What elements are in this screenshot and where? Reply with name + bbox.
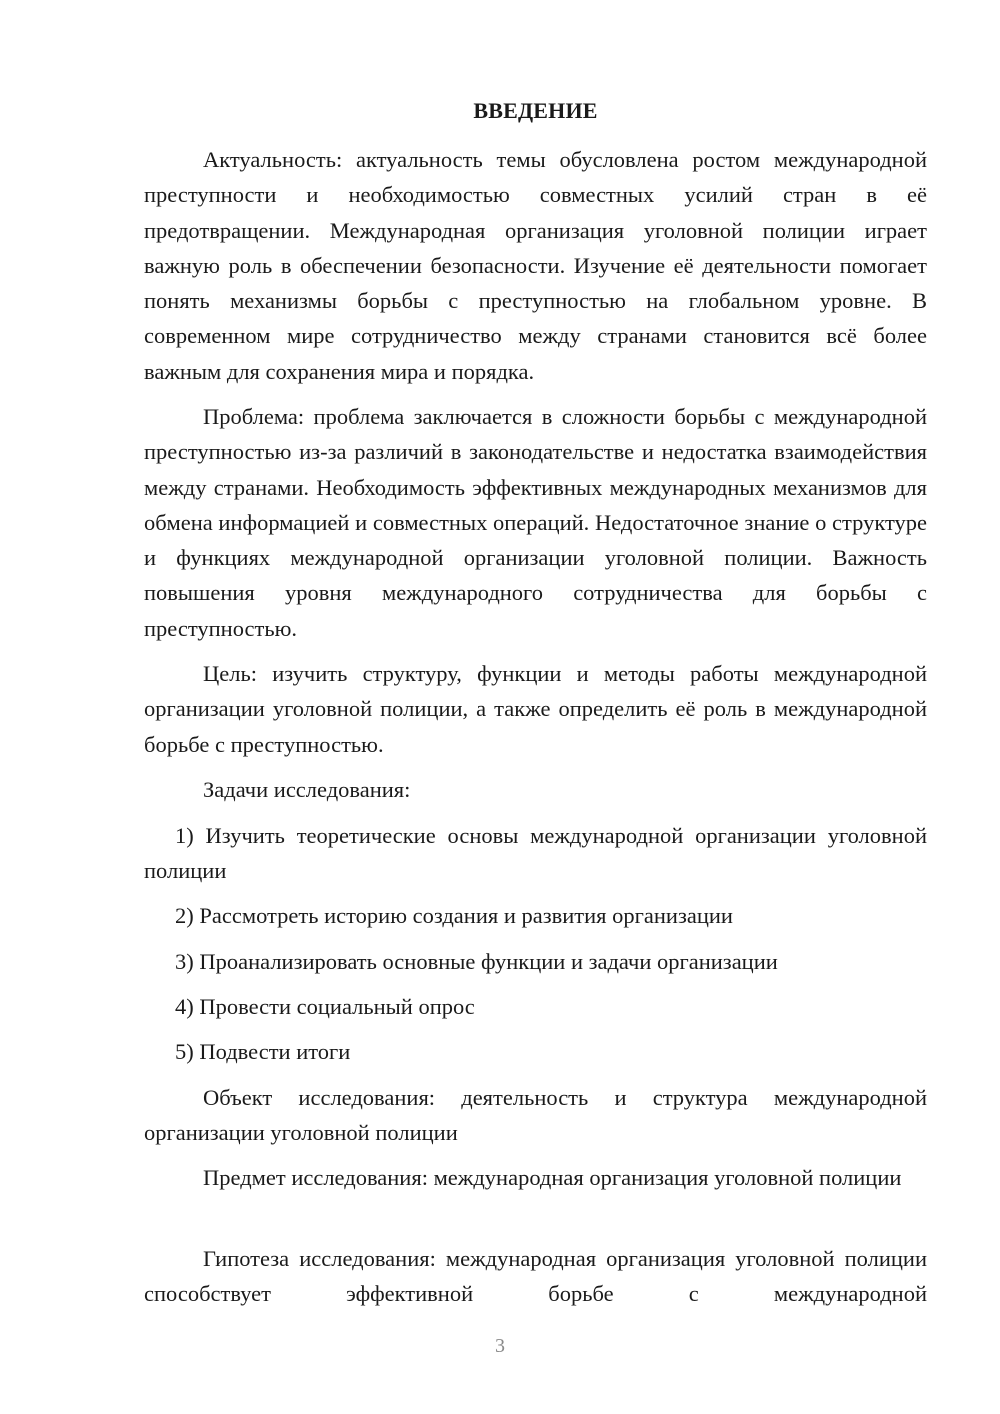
paragraph-subject: Предмет исследования: международная организация уголовной полиции [203, 1165, 902, 1190]
task-item-3: 3) Проанализировать основные функции и задачи организации [175, 949, 778, 974]
paragraph-relevance: Актуальность: актуальность темы обусловлена ростом международной преступности и необходимостью совместных усилий стран в её предотвращении. Международная организация уголовной полиции играет важную роль в обеспечении безопасности. Изучение её деятельности помогает понять механизмы борьбы с преступностью на глобальном уровне. В современном мире сотрудничество между странами становится всё более важным для сохранения мира и порядка. [144, 147, 927, 384]
paragraph-goal: Цель: изучить структуру, функции и методы работы международной организации уголовной полиции, а также определить её роль в международной борьбе с преступностью. [144, 661, 927, 757]
paragraph-object: Объект исследования: деятельность и структура международной организации уголовной полиции [144, 1085, 927, 1146]
paragraph-tasks-heading: Задачи исследования: [203, 777, 411, 802]
page-number: 3 [495, 1335, 505, 1357]
task-item-5: 5) Подвести итоги [175, 1039, 351, 1064]
page-title: ВВЕДЕНИЕ [473, 98, 598, 123]
paragraph-hypothesis: Гипотеза исследования: международная организация уголовной полиции способствует эффективной борьбе с международной [144, 1246, 927, 1307]
task-item-2: 2) Рассмотреть историю создания и развития организации [175, 903, 733, 928]
paragraph-problem: Проблема: проблема заключается в сложности борьбы с международной преступностью из-за различий в законодательстве и недостатка взаимодействия между странами. Необходимость эффективных международных механизмов для обмена информацией и совместных операций. Недостаточное знание о структуре и функциях международной организации уголовной полиции. Важность повышения уровня международного сотрудничества для борьбы с преступностью. [144, 404, 927, 641]
task-item-1: 1) Изучить теоретические основы международной организации уголовной полиции [144, 823, 927, 884]
task-item-4: 4) Провести социальный опрос [175, 994, 475, 1019]
